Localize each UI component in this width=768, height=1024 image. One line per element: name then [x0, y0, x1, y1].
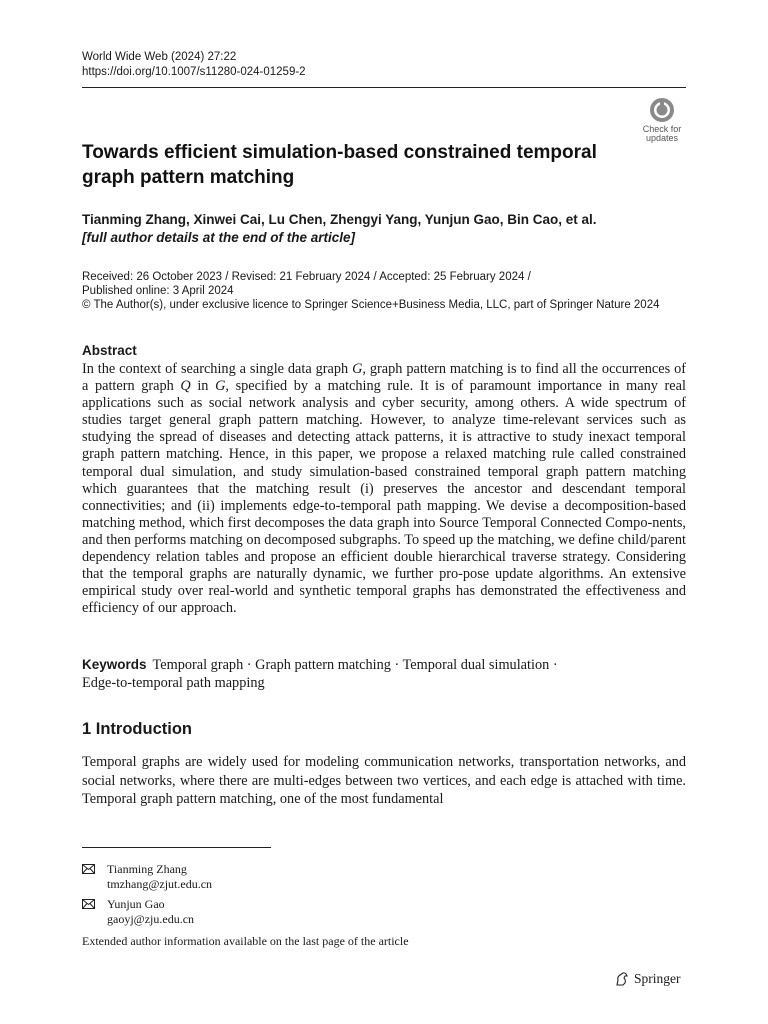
extended-author-info: Extended author information available on the last page of the article: [82, 934, 409, 948]
abstract-text-1: In the context of searching a single data graph: [82, 361, 353, 377]
footnote-divider: [82, 847, 271, 848]
article-title: [82, 140, 642, 190]
check-updates-line2: updates: [645, 133, 679, 143]
abstract-text-2: , graph pattern matching is to find all the occurrences of a pattern graph: [82, 361, 686, 395]
contact-email[interactable]: gaoyj@zju.edu.cn: [107, 912, 195, 926]
abstract-body: [82, 361, 686, 617]
author-list: Tianming Zhang, Xinwei Cai, Lu Chen, Zhengyi Yang, Yunjun Gao, Bin Cao, et al.: [82, 212, 597, 227]
section-heading-introduction: 1 Introduction: [82, 720, 192, 738]
publication-dates: [82, 270, 702, 312]
math-var-g: G: [215, 378, 226, 395]
abstract-heading: Abstract: [82, 343, 137, 358]
check-for-updates-badge[interactable]: [636, 97, 688, 143]
springer-horse-icon: [614, 971, 630, 987]
introduction-paragraph: Temporal graphs are widely used for modeling communication networks, transportation networks, and social networks, where there are multi-edges between two vertices, and each edge is attached with time. Temporal graph pattern matching, one of the most fundamental: [82, 754, 686, 807]
title-line-1: Towards efficient simulation-based constrained temporal: [82, 142, 597, 163]
keywords-block: [82, 656, 686, 692]
author-details-note: [full author details at the end of the article]: [82, 230, 356, 245]
math-var-g: G: [352, 361, 363, 377]
corresponding-author-2: [82, 897, 194, 927]
envelope-icon: [82, 899, 95, 909]
abstract-text-4: , specified by a matching rule. It is of paramount importance in many real applications such as social network analysis and cyber security, among others. A wide spectrum of studies target general graph pattern matching. However, to analyze time-relevant services such as studying the spread of diseases and detecting attack patterns, it is attractive to study inexact temporal graph pattern matching. Hence, in this paper, we propose a relaxed matching rule called constrained temporal dual simulation, and study simulation-based constrained temporal graph pattern matching which guarantees that the matching result (i) preserves the ancestor and descendant temporal connectivities; and (ii) implements edge-to-temporal path mapping. We devise a decomposition-based matching method, which first decomposes the data graph into Source Temporal Connected Compo-nents, and then performs matching on decomposed subgraphs. To speed up the matching, we define child/parent dependency relation tables and propose an efficient double hierarchical traverse strategy. Considering that the temporal graphs are naturally dynamic, we further pro-pose update algorithms. An extensive empirical study over real-world and synthetic temporal graphs has demonstrated the effectiveness and efficiency of our approach.: [82, 378, 686, 617]
corresponding-author-1: [82, 862, 212, 892]
journal-header: [82, 50, 306, 80]
contact-email[interactable]: tmzhang@zjut.edu.cn: [107, 877, 213, 891]
keywords-label: Keywords: [82, 657, 147, 672]
envelope-icon: [82, 864, 95, 874]
abstract-text-3: in: [190, 378, 216, 395]
doi-link[interactable]: https://doi.org/10.1007/s11280-024-01259-2: [82, 66, 306, 78]
check-updates-icon: [649, 97, 675, 123]
copyright-notice: © The Author(s), under exclusive licence to Springer Science+Business Media, LLC, part of Springer Nature 2024: [82, 299, 660, 311]
header-divider: [82, 87, 686, 88]
publisher-logo: [614, 971, 681, 987]
contact-name: Tianming Zhang: [107, 862, 187, 876]
journal-citation: World Wide Web (2024) 27:22: [82, 51, 237, 63]
keywords-line-2: Edge-to-temporal path mapping: [82, 675, 265, 691]
title-line-2: graph pattern matching: [82, 167, 295, 188]
math-var-q: Q: [180, 378, 191, 395]
contact-name: Yunjun Gao: [107, 897, 165, 911]
dates-line-2: Published online: 3 April 2024: [82, 285, 234, 297]
check-updates-line1: Check for: [642, 124, 682, 134]
keywords-line-1: Temporal graph · Graph pattern matching · Temporal dual simulation ·: [152, 657, 558, 673]
dates-line-1: Received: 26 October 2023 / Revised: 21 February 2024 / Accepted: 25 February 2024 /: [82, 271, 531, 283]
publisher-name: Springer: [634, 971, 681, 986]
